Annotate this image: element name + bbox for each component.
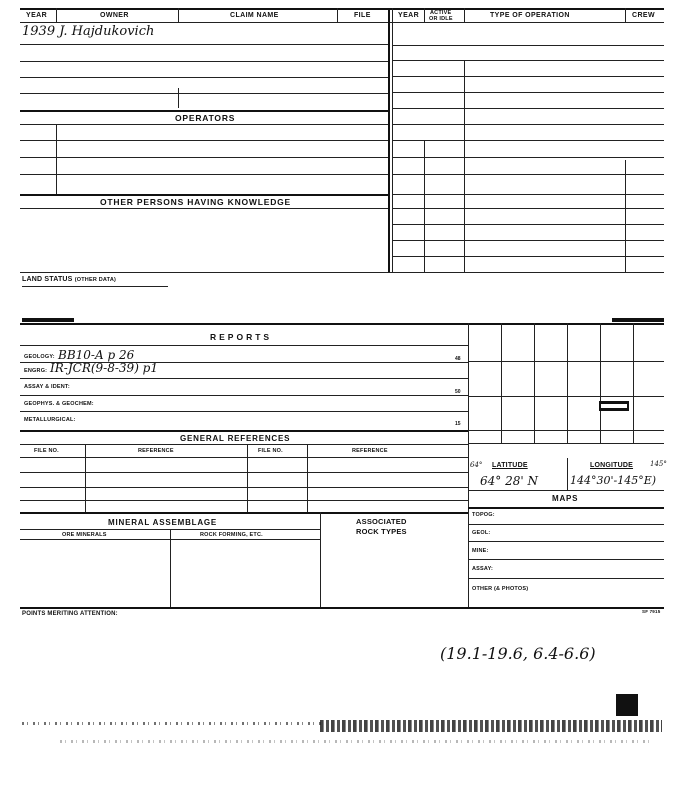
col-div	[56, 8, 57, 22]
latitude-label: LATITUDE	[492, 462, 528, 469]
col-div	[178, 8, 179, 22]
gr-file-no-2: FILE NO.	[258, 448, 283, 454]
rock-types-label: ROCK TYPES	[356, 527, 407, 536]
gr-file-no-1: FILE NO.	[34, 448, 59, 454]
right-row-line	[392, 60, 664, 61]
col-div	[464, 8, 465, 22]
maps-topog: TOPOG:	[472, 512, 495, 518]
row-line	[20, 140, 388, 141]
header-type-of-operation: TYPE OF OPERATION	[490, 12, 570, 19]
latlon-divider	[567, 458, 568, 490]
maps-heading: MAPS	[552, 494, 579, 503]
right-col	[625, 160, 626, 272]
bottom-rule	[20, 607, 664, 609]
operators-underline	[20, 124, 388, 125]
right-row-line	[392, 224, 664, 225]
header-file: FILE	[354, 12, 371, 19]
longitude-value: 144°30'-145°E)	[570, 474, 657, 487]
right-row-line	[392, 256, 664, 257]
form-number: SF 7915	[642, 609, 661, 614]
scan-black-square	[616, 694, 638, 716]
header-crew: CREW	[632, 12, 655, 19]
small-tick	[178, 88, 179, 108]
maps-mine: MINE:	[472, 548, 489, 554]
right-row-line	[392, 45, 664, 46]
longitude-label: LONGITUDE	[590, 462, 634, 469]
gr-heading-rule	[20, 444, 468, 445]
gr-col	[307, 444, 308, 512]
reports-divider	[468, 323, 469, 607]
right-row-line	[392, 208, 664, 209]
maps-geol: GEOL:	[472, 530, 491, 536]
grid-col	[501, 323, 502, 443]
right-row-line	[392, 108, 664, 109]
maps-other: OTHER (& PHOTOS)	[472, 586, 529, 592]
land-status-label	[22, 276, 116, 283]
land-status-note: (OTHER DATA)	[74, 277, 117, 283]
general-references-rule	[20, 430, 468, 432]
geology-label: GEOLOGY:	[24, 354, 55, 360]
associated-label: ASSOCIATED	[356, 517, 407, 526]
operators-col	[56, 124, 57, 194]
header-year: YEAR	[26, 12, 48, 19]
row-line	[20, 174, 388, 175]
header-underline	[20, 22, 664, 23]
grid-col	[633, 323, 634, 443]
assay-num: 50	[455, 389, 461, 395]
rock-forming-label: ROCK FORMING, ETC.	[200, 532, 263, 538]
geology-value: BB10-A p 26	[58, 348, 135, 362]
points-meriting-attention: POINTS MERITING ATTENTION:	[22, 611, 118, 617]
reports-heading: REPORTS	[210, 332, 273, 342]
metallurgical-label: METALLURGICAL:	[24, 417, 76, 423]
land-status-underline	[22, 286, 168, 287]
ore-minerals-label: ORE MINERALS	[62, 532, 107, 538]
mineral-col	[320, 512, 321, 607]
right-row-line	[392, 92, 664, 93]
engrg-label: ENGRG:	[24, 368, 48, 374]
mineral-col	[170, 529, 171, 607]
row-line	[20, 61, 388, 62]
operators-rule	[20, 110, 388, 112]
maps-rule	[468, 507, 664, 509]
reports-heading-rule	[20, 345, 468, 346]
handwritten-owner-entry: 1939 J. Hajdukovich	[22, 24, 155, 39]
row-line	[20, 44, 388, 45]
right-row-line	[392, 157, 664, 158]
binder-mark-left	[22, 318, 74, 322]
other-persons-heading: OTHER PERSONS HAVING KNOWLEDGE	[100, 197, 292, 207]
lon-suffix: 145°	[650, 460, 667, 468]
scan-noise	[22, 722, 322, 725]
geophys-label: GEOPHYS. & GEOCHEM:	[24, 401, 94, 407]
report-row-line	[20, 411, 468, 412]
maps-row-line	[468, 578, 664, 579]
row-line	[20, 93, 388, 94]
main-divider	[388, 8, 390, 272]
report-row-line	[20, 395, 468, 396]
gr-row-line	[20, 472, 468, 473]
handwritten-note: (19.1-19.6, 6.4-6.6)	[440, 644, 596, 663]
grid-row	[468, 430, 664, 431]
maps-assay: ASSAY:	[472, 566, 494, 572]
geology-num: 48	[455, 356, 461, 362]
land-status-text: LAND STATUS	[22, 276, 73, 283]
metallurgical-num: 15	[455, 421, 461, 427]
general-references-heading: GENERAL REFERENCES	[180, 434, 291, 443]
operators-heading: OPERATORS	[175, 113, 236, 123]
maps-row-line	[468, 541, 664, 542]
col-div	[625, 8, 626, 22]
right-col	[424, 140, 425, 272]
maps-row-line	[468, 559, 664, 560]
maps-row-line	[468, 524, 664, 525]
mineral-rule	[20, 512, 468, 514]
right-row-line	[392, 76, 664, 77]
header-claim-name: CLAIM NAME	[230, 12, 279, 19]
header-active: ACTIVE	[430, 10, 452, 16]
gr-row-line	[20, 487, 468, 488]
header-year-2: YEAR	[398, 12, 420, 19]
grid-col	[534, 323, 535, 443]
grid-col	[600, 323, 601, 443]
other-persons-rule	[20, 194, 388, 196]
mineral-assemblage-heading: MINERAL ASSEMBLAGE	[108, 518, 218, 527]
lat-prefix: 64°	[470, 461, 483, 469]
gr-row-line	[20, 500, 468, 501]
right-row-line	[392, 174, 664, 175]
report-row-line	[20, 378, 468, 379]
row-line	[20, 77, 388, 78]
engrg-value: IR-JCR(9-8-39) p1	[50, 361, 158, 375]
gr-header-rule	[20, 457, 468, 458]
row-line	[20, 157, 388, 158]
col-div	[337, 8, 338, 22]
latitude-value: 64° 28' N	[480, 474, 538, 488]
scan-noise-lower	[60, 740, 650, 743]
right-row-line	[392, 140, 664, 141]
right-col	[464, 60, 465, 272]
gr-reference-2: REFERENCE	[352, 448, 388, 454]
gr-reference-1: REFERENCE	[138, 448, 174, 454]
right-row-line	[392, 240, 664, 241]
plot-marker	[599, 401, 629, 411]
grid-row	[468, 396, 664, 397]
right-row-line	[392, 194, 664, 195]
gr-col	[85, 444, 86, 512]
right-row-line	[392, 124, 664, 125]
scan-noise-heavy	[320, 720, 662, 732]
assay-label: ASSAY & IDENT:	[24, 384, 70, 390]
grid-row	[468, 361, 664, 362]
header-owner: OWNER	[100, 12, 129, 19]
binder-mark-right	[612, 318, 664, 322]
grid-col	[567, 323, 568, 443]
gr-col	[247, 444, 248, 512]
latlon-rule	[468, 490, 664, 491]
grid-bottom	[468, 443, 664, 444]
land-status-rule	[20, 272, 664, 273]
top-border	[20, 8, 664, 10]
col-div	[424, 8, 425, 22]
header-or-idle: OR IDLE	[429, 16, 453, 22]
other-persons-underline	[20, 208, 388, 209]
